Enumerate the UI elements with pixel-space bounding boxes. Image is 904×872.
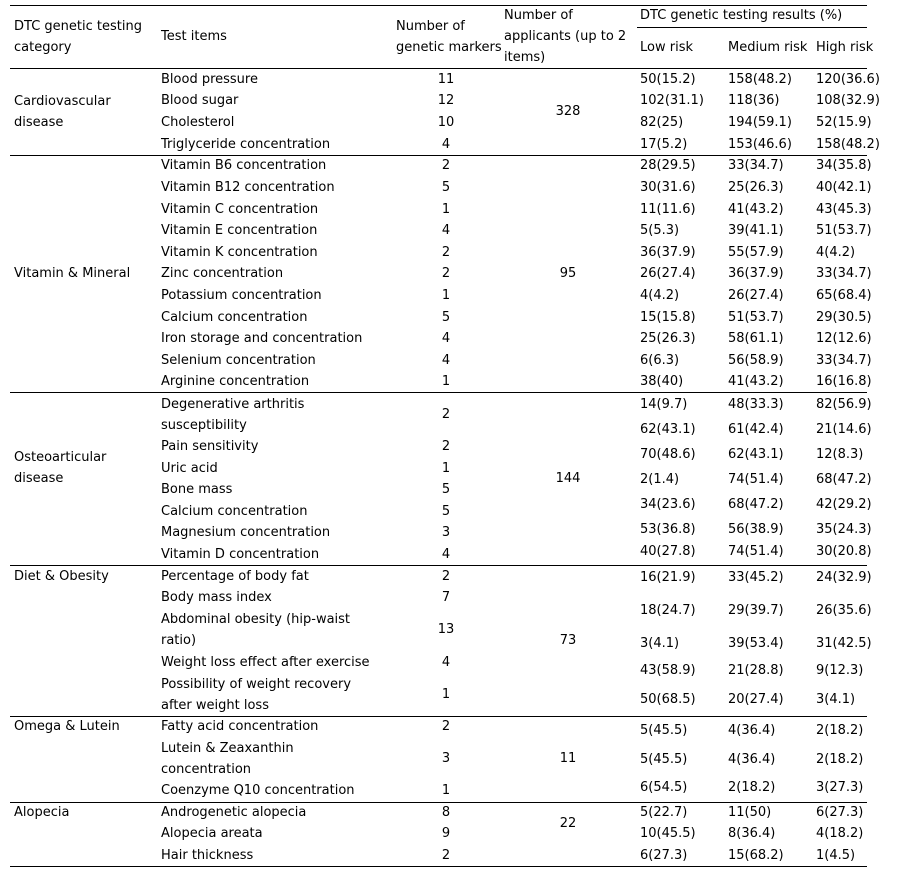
test-item-name: Vitamin B6 concentration xyxy=(161,158,327,173)
high-risk-value: 30(20.8) xyxy=(816,544,872,559)
low-risk-value: 70(48.6) xyxy=(640,447,696,462)
marker-count: 2 xyxy=(441,439,451,454)
marker-count: 1 xyxy=(441,202,451,217)
high-risk-value: 51(53.7) xyxy=(816,223,872,238)
marker-count: 4 xyxy=(441,547,451,562)
medium-risk-value: 194(59.1) xyxy=(728,115,792,130)
high-risk-value: 3(27.3) xyxy=(816,780,864,795)
top-rule xyxy=(10,5,867,6)
test-item-name: Androgenetic alopecia xyxy=(161,805,307,820)
applicants-count: 22 xyxy=(559,816,577,831)
medium-risk-value: 11(50) xyxy=(728,805,772,820)
marker-count: 7 xyxy=(441,590,451,605)
test-item-name: Vitamin D concentration xyxy=(161,547,320,562)
group-rule xyxy=(10,716,867,717)
medium-risk-value: 15(68.2) xyxy=(728,848,784,863)
test-item-name: Vitamin B12 concentration xyxy=(161,180,335,195)
header-applicants: Number of xyxy=(504,8,573,23)
low-risk-value: 40(27.8) xyxy=(640,544,696,559)
low-risk-value: 50(68.5) xyxy=(640,692,696,707)
marker-count: 2 xyxy=(441,569,451,584)
high-risk-value: 158(48.2) xyxy=(816,137,880,152)
high-risk-value: 42(29.2) xyxy=(816,497,872,512)
marker-count: 13 xyxy=(437,622,455,637)
low-risk-value: 82(25) xyxy=(640,115,684,130)
medium-risk-value: 153(46.6) xyxy=(728,137,792,152)
header-high-risk: High risk xyxy=(816,40,874,55)
medium-risk-value: 56(38.9) xyxy=(728,522,784,537)
marker-count: 10 xyxy=(437,115,455,130)
medium-risk-value: 29(39.7) xyxy=(728,603,784,618)
test-item-name: Percentage of body fat xyxy=(161,569,309,584)
medium-risk-value: 51(53.7) xyxy=(728,310,784,325)
marker-count: 5 xyxy=(441,310,451,325)
group-rule xyxy=(10,155,867,156)
low-risk-value: 26(27.4) xyxy=(640,266,696,281)
category-label: Vitamin & Mineral xyxy=(14,266,131,281)
low-risk-value: 5(45.5) xyxy=(640,723,688,738)
applicants-count: 73 xyxy=(559,633,577,648)
marker-count: 1 xyxy=(441,687,451,702)
marker-count: 1 xyxy=(441,783,451,798)
test-item-name: Vitamin K concentration xyxy=(161,245,318,260)
high-risk-value: 33(34.7) xyxy=(816,353,872,368)
medium-risk-value: 21(28.8) xyxy=(728,663,784,678)
high-risk-value: 9(12.3) xyxy=(816,663,864,678)
high-risk-value: 29(30.5) xyxy=(816,310,872,325)
high-risk-value: 12(12.6) xyxy=(816,331,872,346)
marker-count: 3 xyxy=(441,751,451,766)
medium-risk-value: 41(43.2) xyxy=(728,374,784,389)
low-risk-value: 10(45.5) xyxy=(640,826,696,841)
high-risk-value: 6(27.3) xyxy=(816,805,864,820)
marker-count: 2 xyxy=(441,266,451,281)
low-risk-value: 11(11.6) xyxy=(640,202,696,217)
marker-count: 5 xyxy=(441,482,451,497)
test-item-name: Iron storage and concentration xyxy=(161,331,363,346)
header-test-items: Test items xyxy=(161,29,227,44)
high-risk-value: 34(35.8) xyxy=(816,158,872,173)
group-rule xyxy=(10,68,867,69)
test-item-name: Blood pressure xyxy=(161,72,258,87)
test-item-name: Body mass index xyxy=(161,590,272,605)
header-applicants: items) xyxy=(504,50,546,65)
medium-risk-value: 41(43.2) xyxy=(728,202,784,217)
marker-count: 12 xyxy=(437,93,455,108)
low-risk-value: 38(40) xyxy=(640,374,684,389)
test-item-name: Weight loss effect after exercise xyxy=(161,655,370,670)
low-risk-value: 43(58.9) xyxy=(640,663,696,678)
medium-risk-value: 55(57.9) xyxy=(728,245,784,260)
high-risk-value: 52(15.9) xyxy=(816,115,872,130)
marker-count: 4 xyxy=(441,655,451,670)
high-risk-value: 108(32.9) xyxy=(816,93,880,108)
header-category: category xyxy=(14,39,72,55)
medium-risk-value: 56(58.9) xyxy=(728,353,784,368)
medium-risk-value: 58(61.1) xyxy=(728,331,784,346)
header-low-risk: Low risk xyxy=(640,40,693,55)
high-risk-value: 31(42.5) xyxy=(816,636,872,651)
group-rule xyxy=(10,565,867,566)
marker-count: 2 xyxy=(441,719,451,734)
test-item-name: Arginine concentration xyxy=(161,374,310,389)
low-risk-value: 30(31.6) xyxy=(640,180,696,195)
test-item-name: Cholesterol xyxy=(161,115,235,130)
medium-risk-value: 39(53.4) xyxy=(728,636,784,651)
marker-count: 5 xyxy=(441,504,451,519)
medium-risk-value: 68(47.2) xyxy=(728,497,784,512)
test-item-name: Vitamin C concentration xyxy=(161,202,319,217)
test-item-name: Blood sugar xyxy=(161,93,239,108)
test-item-name: Magnesium concentration xyxy=(161,525,331,540)
test-item-name: Coenzyme Q10 concentration xyxy=(161,783,355,798)
marker-count: 1 xyxy=(441,374,451,389)
test-item-name: Vitamin E concentration xyxy=(161,223,318,238)
test-item-name: Potassium concentration xyxy=(161,288,322,303)
high-risk-value: 82(56.9) xyxy=(816,397,872,412)
marker-count: 9 xyxy=(441,826,451,841)
group-rule xyxy=(10,802,867,803)
high-risk-value: 33(34.7) xyxy=(816,266,872,281)
low-risk-value: 5(22.7) xyxy=(640,805,688,820)
high-risk-value: 65(68.4) xyxy=(816,288,872,303)
medium-risk-value: 20(27.4) xyxy=(728,692,784,707)
category-label: Diet & Obesity xyxy=(14,569,109,584)
high-risk-value: 68(47.2) xyxy=(816,472,872,487)
high-risk-value: 43(45.3) xyxy=(816,202,872,217)
test-item-name: Triglyceride concentration xyxy=(161,137,331,152)
test-item-name: Calcium concentration xyxy=(161,504,308,519)
marker-count: 2 xyxy=(441,245,451,260)
test-item-name: Hair thickness xyxy=(161,848,254,863)
low-risk-value: 14(9.7) xyxy=(640,397,688,412)
bottom-rule xyxy=(10,866,867,867)
low-risk-value: 53(36.8) xyxy=(640,522,696,537)
test-item-name: Selenium concentration xyxy=(161,353,316,368)
medium-risk-value: 62(43.1) xyxy=(728,447,784,462)
marker-count: 5 xyxy=(441,180,451,195)
marker-count: 4 xyxy=(441,223,451,238)
header-markers: Number of xyxy=(396,18,465,34)
test-item-name: Bone mass xyxy=(161,482,233,497)
high-risk-value: 120(36.6) xyxy=(816,72,880,87)
medium-risk-value: 4(36.4) xyxy=(728,723,776,738)
low-risk-value: 2(1.4) xyxy=(640,472,680,487)
high-risk-value: 35(24.3) xyxy=(816,522,872,537)
low-risk-value: 25(26.3) xyxy=(640,331,696,346)
low-risk-value: 18(24.7) xyxy=(640,603,696,618)
medium-risk-value: 158(48.2) xyxy=(728,72,792,87)
header-category: DTC genetic testing xyxy=(14,18,142,34)
low-risk-value: 6(27.3) xyxy=(640,848,688,863)
applicants-count: 95 xyxy=(559,266,577,281)
marker-count: 2 xyxy=(441,407,451,422)
high-risk-value: 24(32.9) xyxy=(816,570,872,585)
medium-risk-value: 8(36.4) xyxy=(728,826,776,841)
marker-count: 1 xyxy=(441,288,451,303)
high-risk-value: 4(4.2) xyxy=(816,245,856,260)
category-label: disease xyxy=(14,114,64,130)
marker-count: 4 xyxy=(441,137,451,152)
high-risk-value: 1(4.5) xyxy=(816,848,856,863)
medium-risk-value: 61(42.4) xyxy=(728,422,784,437)
high-risk-value: 12(8.3) xyxy=(816,447,864,462)
test-item-name: Pain sensitivity xyxy=(161,439,259,454)
medium-risk-value: 4(36.4) xyxy=(728,752,776,767)
high-risk-value: 40(42.1) xyxy=(816,180,872,195)
low-risk-value: 34(23.6) xyxy=(640,497,696,512)
marker-count: 2 xyxy=(441,158,451,173)
marker-count: 1 xyxy=(441,461,451,476)
header-medium-risk: Medium risk xyxy=(728,40,808,55)
medium-risk-value: 36(37.9) xyxy=(728,266,784,281)
test-item-name: susceptibility xyxy=(161,417,247,433)
low-risk-value: 15(15.8) xyxy=(640,310,696,325)
high-risk-value: 2(18.2) xyxy=(816,723,864,738)
medium-risk-value: 39(41.1) xyxy=(728,223,784,238)
low-risk-value: 16(21.9) xyxy=(640,570,696,585)
test-item-name: Possibility of weight recovery xyxy=(161,676,352,692)
medium-risk-value: 33(34.7) xyxy=(728,158,784,173)
low-risk-value: 102(31.1) xyxy=(640,93,704,108)
high-risk-value: 21(14.6) xyxy=(816,422,872,437)
category-label: disease xyxy=(14,470,64,486)
high-risk-value: 16(16.8) xyxy=(816,374,872,389)
medium-risk-value: 26(27.4) xyxy=(728,288,784,303)
category-label: Osteoarticular xyxy=(14,449,107,465)
marker-count: 4 xyxy=(441,353,451,368)
header-applicants: applicants (up to 2 xyxy=(504,29,627,44)
test-item-name: Zinc concentration xyxy=(161,266,284,281)
applicants-count: 328 xyxy=(555,104,581,119)
test-item-name: Degenerative arthritis xyxy=(161,396,305,412)
low-risk-value: 17(5.2) xyxy=(640,137,688,152)
header-markers: genetic markers xyxy=(396,39,502,55)
low-risk-value: 6(54.5) xyxy=(640,780,688,795)
group-rule xyxy=(10,392,867,393)
category-label: Alopecia xyxy=(14,805,70,820)
low-risk-value: 5(45.5) xyxy=(640,752,688,767)
high-risk-value: 4(18.2) xyxy=(816,826,864,841)
low-risk-value: 4(4.2) xyxy=(640,288,680,303)
results-subrule xyxy=(637,27,867,28)
low-risk-value: 5(5.3) xyxy=(640,223,680,238)
medium-risk-value: 74(51.4) xyxy=(728,544,784,559)
marker-count: 11 xyxy=(437,72,455,87)
applicants-count: 11 xyxy=(559,751,577,766)
high-risk-value: 26(35.6) xyxy=(816,603,872,618)
test-item-name: Lutein & Zeaxanthin xyxy=(161,740,294,756)
test-item-name: Uric acid xyxy=(161,461,218,476)
test-item-name: after weight loss xyxy=(161,697,269,713)
high-risk-value: 2(18.2) xyxy=(816,752,864,767)
category-label: Cardiovascular xyxy=(14,93,111,109)
marker-count: 4 xyxy=(441,331,451,346)
medium-risk-value: 25(26.3) xyxy=(728,180,784,195)
marker-count: 2 xyxy=(441,848,451,863)
marker-count: 3 xyxy=(441,525,451,540)
test-item-name: Calcium concentration xyxy=(161,310,308,325)
test-item-name: Fatty acid concentration xyxy=(161,719,319,734)
applicants-count: 144 xyxy=(555,471,581,486)
medium-risk-value: 2(18.2) xyxy=(728,780,776,795)
category-label: Omega & Lutein xyxy=(14,719,120,734)
test-item-name: concentration xyxy=(161,761,252,777)
medium-risk-value: 48(33.3) xyxy=(728,397,784,412)
medium-risk-value: 118(36) xyxy=(728,93,780,108)
low-risk-value: 3(4.1) xyxy=(640,636,680,651)
header-results-title: DTC genetic testing results (%) xyxy=(640,8,843,23)
low-risk-value: 50(15.2) xyxy=(640,72,696,87)
test-item-name: ratio) xyxy=(161,632,197,648)
medium-risk-value: 74(51.4) xyxy=(728,472,784,487)
low-risk-value: 28(29.5) xyxy=(640,158,696,173)
medium-risk-value: 33(45.2) xyxy=(728,570,784,585)
marker-count: 8 xyxy=(441,805,451,820)
high-risk-value: 3(4.1) xyxy=(816,692,856,707)
test-item-name: Alopecia areata xyxy=(161,826,263,841)
test-item-name: Abdominal obesity (hip-waist xyxy=(161,611,351,627)
low-risk-value: 62(43.1) xyxy=(640,422,696,437)
low-risk-value: 6(6.3) xyxy=(640,353,680,368)
low-risk-value: 36(37.9) xyxy=(640,245,696,260)
